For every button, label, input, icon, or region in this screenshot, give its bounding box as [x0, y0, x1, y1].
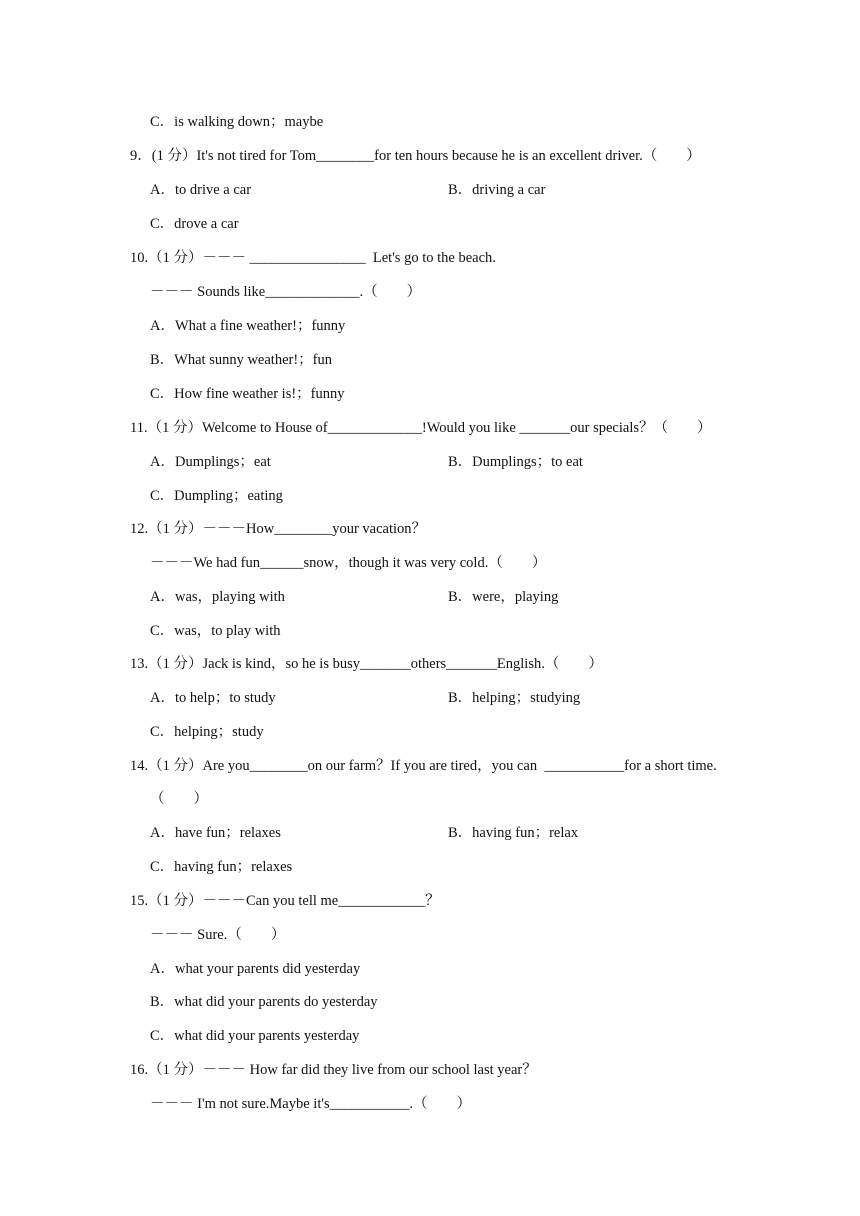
q14-option-a: A．have fun；relaxes: [150, 825, 281, 841]
q9-option-a: A．to drive a car: [150, 182, 252, 198]
q11-option-b: B．Dumplings；to eat: [448, 454, 583, 470]
q9-stem: 9．(1 分）It's not tired for Tom________for ten hours because he is an excellent driver.（ ）: [130, 148, 701, 164]
q10-option-c: C．How fine weather is!；funny: [150, 386, 345, 402]
q10-reply: －－－ Sounds like_____________.（ ）: [150, 284, 422, 300]
q15-option-b: B．what did your parents do yesterday: [150, 994, 378, 1010]
q16-stem: 16.（1 分）－－－ How far did they live from our school last year？: [130, 1062, 537, 1078]
q15-stem: 15.（1 分）－－－Can you tell me____________？: [130, 893, 440, 909]
q13-option-c: C．helping；study: [150, 724, 264, 740]
q13-option-b: B．helping；studying: [448, 690, 581, 706]
q8-option-c: C．is walking down；maybe: [150, 114, 324, 130]
q9-option-c: C．drove a car: [150, 216, 239, 232]
q12-reply: －－－We had fun______snow，though it was very cold.（ ）: [150, 555, 547, 571]
q14-option-b: B．having fun；relax: [448, 825, 579, 841]
q9-option-b: B．driving a car: [448, 182, 546, 198]
q12-stem: 12.（1 分）－－－How________your vacation？: [130, 521, 427, 537]
q10-option-a: A．What a fine weather!；funny: [150, 318, 346, 334]
q12-option-a: A．was，playing with: [150, 589, 285, 605]
q13-stem: 13.（1 分）Jack is kind，so he is busy_______others_______English.（ ）: [130, 656, 603, 672]
q11-option-c: C．Dumpling；eating: [150, 488, 283, 504]
q14-paren: （ ）: [150, 791, 208, 807]
q10-option-b: B．What sunny weather!；fun: [150, 352, 333, 368]
q12-option-b: B．were，playing: [448, 589, 559, 605]
q15-option-a: A．what your parents did yesterday: [150, 961, 361, 977]
q15-option-c: C．what did your parents yesterday: [150, 1028, 360, 1044]
q13-option-a: A．to help；to study: [150, 690, 276, 706]
q14-stem: 14.（1 分）Are you________on our farm？If you are tired，you can ___________for a short time.: [130, 758, 717, 774]
q14-option-c: C．having fun；relaxes: [150, 859, 293, 875]
q11-stem: 11.（1 分）Welcome to House of_____________!Would you like _______our specials？（ ）: [130, 420, 712, 436]
q15-reply: －－－ Sure.（ ）: [150, 927, 286, 943]
q16-reply: －－－ I'm not sure.Maybe it's___________.（ ）: [150, 1096, 471, 1112]
q12-option-c: C．was，to play with: [150, 623, 281, 639]
q10-stem: 10.（1 分）－－－ ________________ Let's go to the beach.: [130, 250, 496, 266]
q11-option-a: A．Dumplings；eat: [150, 454, 271, 470]
